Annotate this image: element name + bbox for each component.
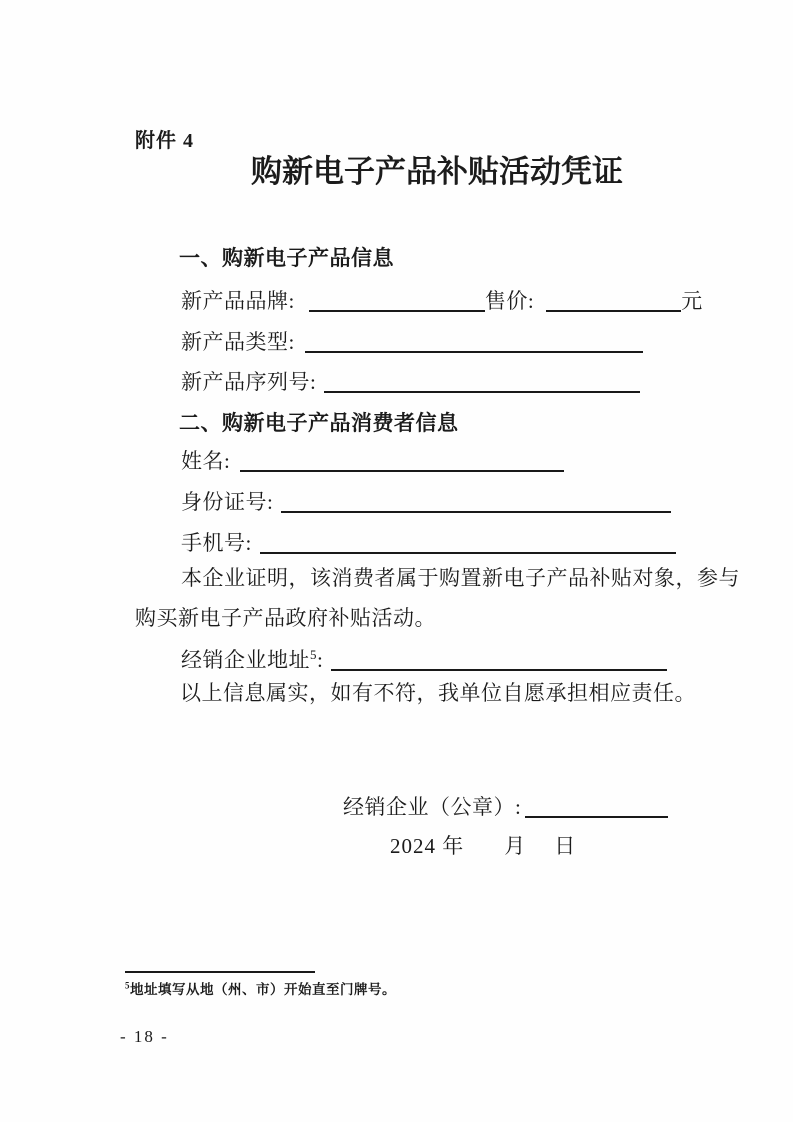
field-row-id-number: [181, 486, 671, 516]
date-line: [390, 830, 576, 860]
date-month: 月: [504, 834, 527, 858]
declaration-line-2: 购买新电子产品政府补贴活动。: [135, 606, 436, 630]
field-row-brand-price: [181, 285, 703, 315]
new-product-serial-blank-line: [324, 377, 640, 393]
price-blank-line: [546, 296, 681, 312]
new-product-serial-label: 新产品序列号:: [181, 370, 317, 394]
field-row-product-type: [181, 326, 643, 356]
consumer-name-blank-line: [240, 456, 564, 472]
footnote-text: [125, 978, 396, 998]
footnote-divider-rule: [125, 971, 315, 973]
field-row-phone: [181, 527, 676, 557]
footnote-ref-marker: 5: [310, 647, 317, 662]
attachment-label: 附件 4: [135, 130, 194, 152]
footnote-body: 地址填写从地（州、市）开始直至门牌号。: [130, 982, 396, 997]
company-seal-blank-line: [525, 802, 668, 818]
section-1-heading: 一、购新电子产品信息: [179, 246, 394, 270]
phone-number-label: 手机号:: [181, 531, 252, 555]
consumer-name-label: 姓名:: [181, 449, 231, 473]
field-row-serial-number: [181, 366, 640, 396]
page-number: - 18 -: [120, 1027, 169, 1046]
date-day: 日: [554, 834, 577, 858]
phone-number-blank-line: [260, 538, 676, 554]
id-number-blank-line: [281, 497, 671, 513]
dealer-address-colon: :: [317, 648, 324, 672]
date-year: 2024 年: [390, 834, 465, 858]
section-2-heading: 二、购新电子产品消费者信息: [179, 411, 459, 435]
dealer-address-label: 经销企业地址: [181, 648, 310, 672]
field-row-name: [181, 445, 564, 475]
field-row-company-seal: [343, 791, 668, 821]
id-number-label: 身份证号:: [181, 490, 274, 514]
price-label: 售价:: [484, 289, 535, 313]
footnote-number: 5: [125, 980, 130, 991]
new-product-brand-label: 新产品品牌:: [181, 289, 295, 313]
field-row-dealer-address: [181, 644, 667, 674]
price-unit-label: 元: [681, 289, 703, 313]
document-title: 购新电子产品补贴活动凭证: [251, 154, 623, 189]
new-product-brand-blank-line: [309, 296, 485, 312]
dealer-address-blank-line: [331, 655, 667, 671]
confirmation-statement: 以上信息属实，如有不符，我单位自愿承担相应责任。: [180, 681, 696, 705]
declaration-line-1: 本企业证明，该消费者属于购置新电子产品补贴对象，参与: [181, 566, 740, 590]
new-product-type-label: 新产品类型:: [181, 330, 295, 354]
new-product-type-blank-line: [305, 337, 643, 353]
company-seal-label: 经销企业（公章）:: [343, 795, 522, 819]
